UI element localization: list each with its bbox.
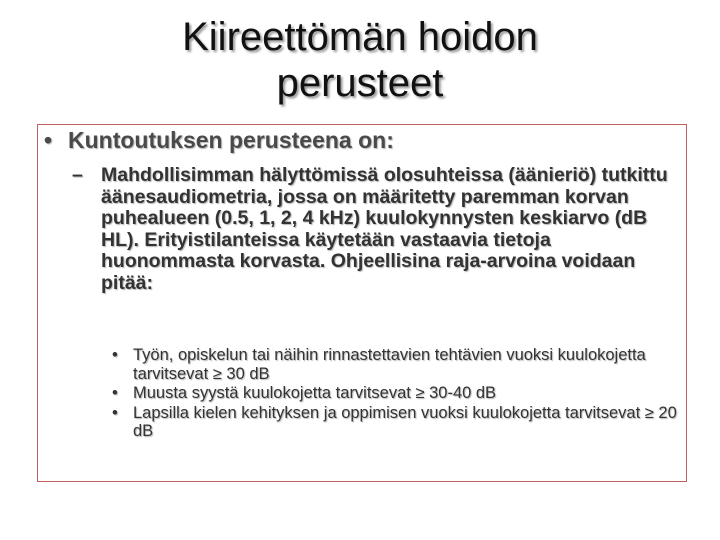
level1-bullet-item: [44, 126, 394, 154]
bullet-marker: •: [112, 346, 118, 364]
level3-text: Työn, opiskelun tai näihin rinnastettavien tehtävien vuoksi kuulokojetta tarvitsevat ≥ 30 dB: [133, 346, 646, 383]
level1-text: Kuntoutuksen perusteena on:: [68, 127, 394, 153]
bullet-marker: •: [44, 127, 53, 153]
level2-dash-item: [72, 165, 684, 295]
level2-text: Mahdollisimman hälyttömissä olosuhteissa (äänieriö) tutkittu äänesaudiometria, jossa on määritetty paremman korvan puhealueen (0.5, 1, 2, 4 kHz) kuulokynnysten keskiarvo (dB HL). Erityistilanteissa käytetään vastaavia tietoja huonommasta korvasta. Ohjeellisina raja-arvoina voidaan pitää:: [101, 164, 668, 294]
level3-item: [112, 404, 684, 441]
title-line-1: Kiireettömän hoidon: [182, 15, 538, 59]
bullet-marker: •: [112, 384, 118, 403]
title-line-2: perusteet: [276, 61, 444, 105]
level3-item: [112, 346, 684, 383]
level3-list: [112, 346, 684, 442]
dash-marker: –: [72, 164, 83, 186]
level3-text: Lapsilla kielen kehityksen ja oppimisen vuoksi kuulokojetta tarvitsevat ≥ 20 dB: [133, 403, 677, 441]
bullet-marker: •: [112, 403, 118, 422]
slide-title: [0, 14, 720, 106]
level3-item: [112, 384, 684, 403]
level3-text: Muusta syystä kuulokojetta tarvitsevat ≥ 30-40 dB: [133, 384, 497, 403]
